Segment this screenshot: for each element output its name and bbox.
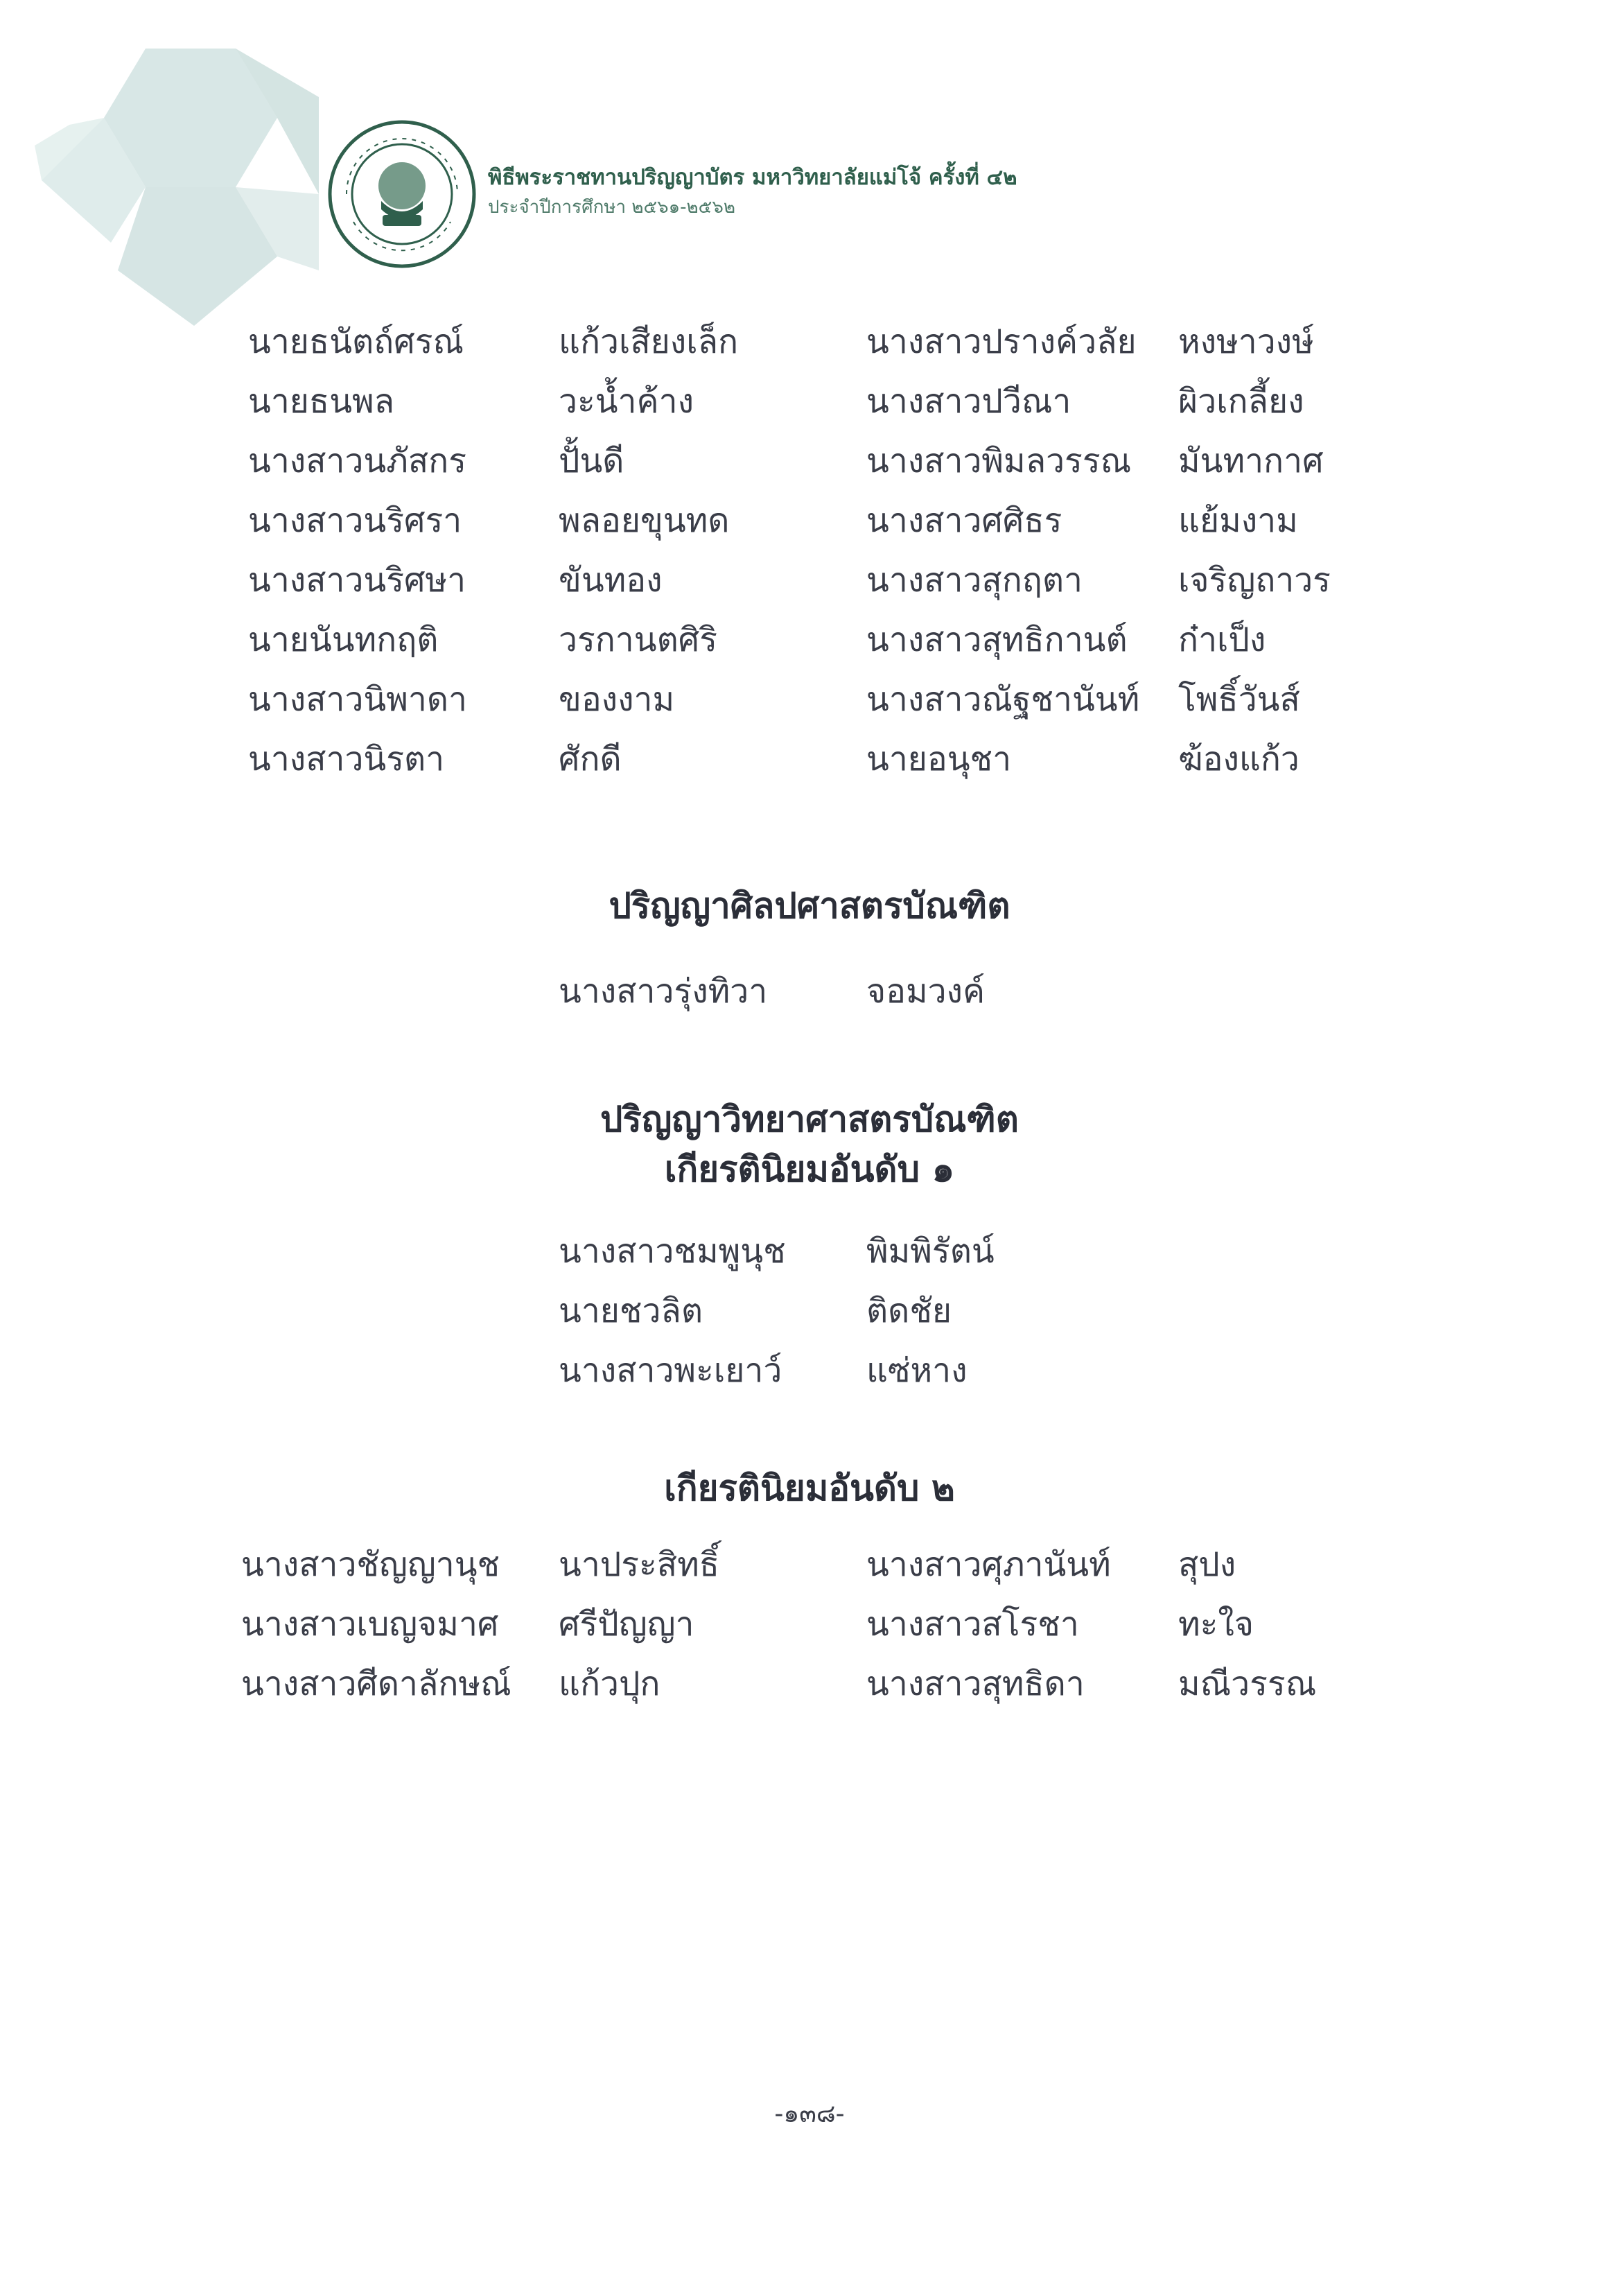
last-name: วะน้ำค้าง — [559, 382, 694, 421]
last-name: จอมวงค์ — [866, 972, 986, 1011]
first-name: นางสาวนริศษา — [248, 561, 466, 600]
last-name: นาประสิทธิ์ — [559, 1545, 720, 1584]
page-number: -๑๓๘- — [774, 2100, 845, 2128]
last-name: ฆ้องแก้ว — [1178, 740, 1299, 779]
last-name: ทะใจ — [1178, 1605, 1254, 1644]
last-name: แก้วเสียงเล็ก — [559, 322, 739, 361]
first-name: นางสาวสุทธิกานต์ — [866, 620, 1128, 659]
last-name: ก๋าเป็ง — [1178, 620, 1266, 659]
first-name: นางสาวศุภานันท์ — [866, 1545, 1111, 1584]
first-name: นายนันทกฤติ — [248, 620, 439, 659]
last-name: แย้มงาม — [1178, 501, 1298, 540]
first-name: นายอนุชา — [866, 740, 1012, 779]
first-name: นางสาวศศิธร — [866, 501, 1062, 540]
last-name: สุปง — [1178, 1545, 1236, 1584]
first-name: นางสาวชัญญานุช — [241, 1545, 500, 1584]
last-name: ศรีปัญญา — [559, 1605, 694, 1644]
first-name: นายธนพล — [248, 382, 395, 421]
last-name: ของงาม — [559, 680, 675, 719]
first-name: นางสาวชมพูนุช — [559, 1232, 786, 1271]
last-name: มันทากาศ — [1178, 442, 1324, 480]
last-name: ศักดี — [559, 740, 622, 779]
last-name: ติดชัย — [866, 1292, 952, 1330]
first-name: นายชวลิต — [559, 1292, 703, 1330]
last-name: มณีวรรณ — [1178, 1664, 1317, 1703]
last-name: แก้วปุก — [559, 1664, 660, 1703]
academic-year: ประจำปีการศึกษา ๒๕๖๑-๒๕๖๒ — [488, 197, 735, 218]
last-name: ผิวเกลี้ยง — [1178, 382, 1304, 421]
decorative-cube-graphic — [28, 42, 333, 333]
first-name: นางสาวปรางค์วลัย — [866, 322, 1137, 361]
section-subheading: เกียรตินิยมอันดับ ๑ — [664, 1149, 955, 1190]
first-name: นางสาวสโรชา — [866, 1605, 1079, 1644]
first-name: นางสาวศีดาลักษณ์ — [241, 1664, 511, 1703]
first-name: นางสาวปวีณา — [866, 382, 1071, 421]
university-seal-logo — [326, 118, 478, 270]
section-heading: เกียรตินิยมอันดับ ๒ — [664, 1468, 955, 1509]
first-name: นางสาวนริศรา — [248, 501, 462, 540]
first-name: นางสาวนภัสกร — [248, 442, 466, 480]
last-name: โพธิ์วันส์ — [1178, 680, 1300, 719]
last-name: พลอยขุนทด — [559, 501, 730, 540]
last-name: เจริญถาวร — [1178, 561, 1331, 600]
first-name: นายธนัตถ์ศรณ์ — [248, 322, 464, 361]
section-heading: ปริญญาวิทยาศาสตรบัณฑิต — [600, 1099, 1019, 1140]
first-name: นางสาวพิมลวรรณ — [866, 442, 1132, 480]
first-name: นางสาวนิรตา — [248, 740, 445, 779]
last-name: ปั้นดี — [559, 442, 624, 480]
first-name: นางสาวพะเยาว์ — [559, 1351, 782, 1390]
first-name: นางสาวณัฐชานันท์ — [866, 680, 1140, 719]
first-name: นางสาวสุกฤตา — [866, 561, 1083, 600]
ceremony-title: พิธีพระราชทานปริญญาบัตร มหาวิทยาลัยแม่โจ้ ครั้งที่ ๔๒ — [488, 165, 1017, 190]
last-name: แซ่หาง — [866, 1351, 968, 1390]
section-heading: ปริญญาศิลปศาสตรบัณฑิต — [609, 886, 1010, 927]
first-name: นางสาวรุ่งทิวา — [559, 972, 768, 1011]
first-name: นางสาวนิพาดา — [248, 680, 467, 719]
first-name: นางสาวสุทธิดา — [866, 1664, 1085, 1703]
last-name: หงษาวงษ์ — [1178, 322, 1314, 361]
last-name: วรกานตศิริ — [559, 620, 717, 659]
last-name: พิมพิรัตน์ — [866, 1232, 995, 1271]
first-name: นางสาวเบญจมาศ — [241, 1605, 499, 1644]
last-name: ขันทอง — [559, 561, 663, 600]
